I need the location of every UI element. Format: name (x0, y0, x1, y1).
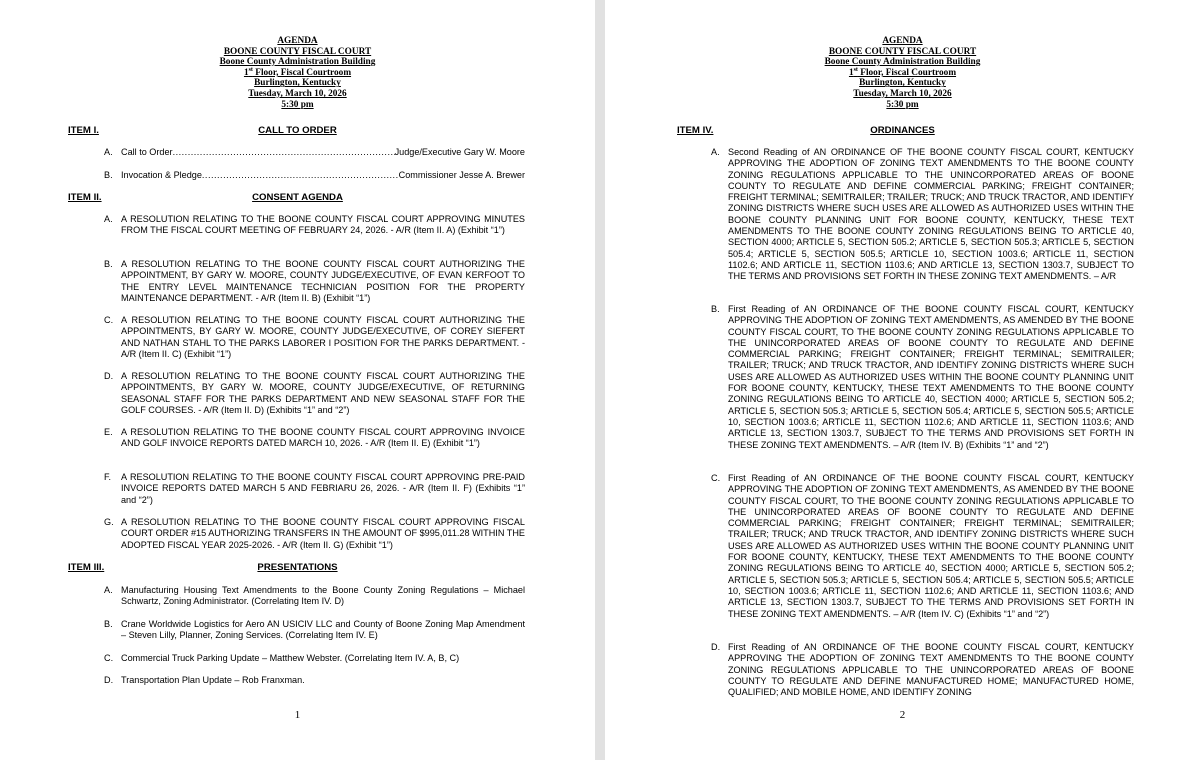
header-city: Burlington, Kentucky (254, 78, 341, 89)
agenda-header (0, 36, 595, 110)
agenda-item: D. A RESOLUTION RELATING TO THE BOONE COUNTY FISCAL COURT AUTHORIZING THE APPOINTMENTS, BY GARY W. MOORE, COUNTY JUDGE/EXECUTIVE, OF RETURNING SEASONAL STAFF FOR THE PARKS DEPARTMENT AND NEW SEASONAL STAFF FOR THE GOLF COURSES. - A/R (Item II. D) (Exhibits “1” and “2”) (104, 371, 525, 415)
header-agenda: AGENDA (277, 36, 318, 46)
agenda-item: A. Call to Order ..... Judge/Executive Gary W. Moore (104, 147, 525, 158)
page-gutter (595, 0, 605, 760)
agenda-item: A. Manufacturing Housing Text Amendments to the Boone County Zoning Regulations – Michael Schwartz, Zoning Administrator. (Correlating Item IV. D) (104, 585, 525, 607)
header-building: Boone County Administration Building (824, 57, 981, 68)
section-item-3 (0, 562, 595, 574)
agenda-item: G. A RESOLUTION RELATING TO THE BOONE COUNTY FISCAL COURT APPROVING FISCAL COURT ORDER #15 AUTHORIZING TRANSFERS IN THE AMOUNT OF $995,011.28 WITHIN THE ADOPTED FISCAL YEAR 2025-2026. - A/R (Item II. G) (Exhibit “1”) (104, 517, 525, 550)
agenda-item: E. A RESOLUTION RELATING TO THE BOONE COUNTY FISCAL COURT APPROVING INVOICE AND GOLF INVOICE REPORTS DATED MARCH 10, 2026. - A/R (Item II. E) (Exhibit “1”) (104, 427, 525, 449)
agenda-item: B. Crane Worldwide Logistics for Aero AN USICIV LLC and County of Boone Zoning Map Amendment – Steven Lilly, Planner, Zoning Services. (Correlating Item IV. E) (104, 619, 525, 641)
section-item-4 (605, 125, 1200, 137)
header-time: 5:30 pm (886, 99, 919, 110)
section-number: ITEM IV. (677, 125, 714, 136)
agenda-item: F. A RESOLUTION RELATING TO THE BOONE COUNTY FISCAL COURT APPROVING PRE-PAID INVOICE REPORTS DATED MARCH 5 AND FEBRIARU 26, 2026. - A/R (Item II. F) (Exhibits “1” and “2”) (104, 472, 525, 505)
agenda-item: A. A RESOLUTION RELATING TO THE BOONE COUNTY FISCAL COURT APPROVING MINUTES FROM THE FISCAL COURT MEETING OF FEBRUARY 24, 2026. - A/R (Item II. A) (Exhibit “1”) (104, 214, 525, 236)
header-agenda: AGENDA (882, 36, 923, 46)
header-floor: 1st Floor, Fiscal Courtroom (243, 66, 352, 78)
agenda-item: D. First Reading of AN ORDINANCE OF THE BOONE COUNTY FISCAL COURT, KENTUCKY APPROVING THE ADOPTION OF ZONING TEXT AMENDMENTS TO THE BOONE COUNTY ZONING REGULATIONS APPLICABLE TO THE UNINCORPORATED AREAS OF BOONE COUNTY TO REGULATE AND DEFINE MANUFACTURED HOME; MANUFACTURED HOME, QUALIFIED; AND MOBILE HOME, AND IDENTIFY ZONING (711, 642, 1134, 698)
section-item-2 (0, 192, 595, 204)
agenda-item: B. First Reading of AN ORDINANCE OF THE BOONE COUNTY FISCAL COURT, KENTUCKY APPROVING THE ADOPTION OF ZONING TEXT AMENDMENTS, AS AMENDED BY THE BOONE COUNTY FISCAL COURT, TO THE BOONE COUNTY ZONING REGULATIONS APPLICABLE TO THE UNINCORPORATED AREAS OF BOONE COUNTY TO REGULATE AND DEFINE COMMERCIAL PARKING; FREIGHT CONTAINER; FREIGHT TERMINAL; SEMITRAILER; TRAILER; TRUCK; AND TRUCK TRACTOR, AND IDENTIFY ZONING DISTRICTS WHERE SUCH USES ARE ALLOWED AS AUTHORIZED USES WITHIN THE BOONE COUNTY PLANNING UNIT FOR BOONE COUNTY, KENTUCKY, THESE TEXT AMENDMENTS TO THE BOONE COUNTY ZONING REGULATIONS BEING TO ARTICLE 40, SECTION 4000; ARTICLE 5, SECTION 505.2; ARTICLE 5, SECTION 505.3; ARTICLE 5, SECTION 505.4; ARTICLE 5, SECTION 505.5; ARTICLE 10, SECTION 1003.6; ARTICLE 11, SECTION 1102.6; AND ARTICLE 11, SECTION 1103.6; AND ARTICLE 13, SECTION 1303.7, SUBJECT TO THE TERMS AND PROVISIONS SET FORTH IN THESE ZONING TEXT AMENDMENTS. – A/R (Item IV. B) (Exhibits “1” and “2”) (711, 304, 1134, 450)
header-building: Boone County Administration Building (219, 57, 376, 68)
page-number: 2 (899, 709, 906, 721)
header-floor: 1st Floor, Fiscal Courtroom (848, 66, 957, 78)
agenda-item: A. Second Reading of AN ORDINANCE OF THE BOONE COUNTY FISCAL COURT, KENTUCKY APPROVING THE ADOPTION OF ZONING TEXT AMENDMENTS TO THE BOONE COUNTY ZONING REGULATIONS APPLICABLE TO THE UNINCORPORATED AREAS OF BOONE COUNTY TO REGULATE AND DEFINE COMMERCIAL PARKING; FREIGHT CONTAINER; FREIGHT TERMINAL; SEMITRAILER; TRAILER; TRUCK; AND TRUCK TRACTOR, AND IDENTIFY ZONING DISTRICTS WHERE SUCH USES ARE ALLOWED AS AUTHORIZED USES WITHIN THE BOONE COUNTY PLANNING UNIT FOR BOONE COUNTY, KENTUCKY, THESE TEXT AMENDMENTS TO THE BOONE COUNTY ZONING REGULATIONS BEING TO ARTICLE 40, SECTION 4000; ARTICLE 5, SECTION 505.2; ARTICLE 5, SECTION 505.3; ARTICLE 5, SECTION 505.4; ARTICLE 5, SECTION 505.5; ARTICLE 10, SECTION 1003.6; ARTICLE 11, SECTION 1102.6; AND ARTICLE 11, SECTION 1103.6; AND ARTICLE 13, SECTION 1303.7, SUBJECT TO THE TERMS AND PROVISIONS SET FORTH IN THESE ZONING TEXT AMENDMENTS. – A/R (711, 147, 1134, 282)
header-city: Burlington, Kentucky (859, 78, 946, 89)
agenda-item: D. Transportation Plan Update – Rob Franxman. (104, 675, 305, 685)
section-item-1 (0, 125, 595, 137)
agenda-item: B. Invocation & Pledge ..... Commissioner Jesse A. Brewer (104, 170, 525, 181)
agenda-header (605, 36, 1200, 110)
section-number: ITEM III. (68, 562, 105, 573)
header-date: Tuesday, March 10, 2026 (853, 88, 952, 99)
agenda-item: C. Commercial Truck Parking Update – Matthew Webster. (Correlating Item IV. A, B, C) (104, 653, 460, 663)
document-page-2 (605, 0, 1200, 760)
agenda-item: B. A RESOLUTION RELATING TO THE BOONE COUNTY FISCAL COURT AUTHORIZING THE APPOINTMENT, BY GARY W. MOORE, COUNTY JUDGE/EXECUTIVE, OF EVAN KERFOOT TO THE ENTRY LEVEL MAINTENANCE TECHNICIAN POSITION FOR THE PROPERTY MAINTENANCE DEPARTMENT. - A/R (Item II. B) (Exhibit “1”) (104, 259, 525, 303)
document-page-1 (0, 0, 595, 760)
section-title: PRESENTATIONS (257, 562, 338, 573)
header-court: BOONE COUNTY FISCAL COURT (828, 46, 977, 57)
header-court: BOONE COUNTY FISCAL COURT (223, 46, 372, 57)
section-title: ORDINANCES (870, 125, 935, 136)
page-number: 1 (294, 709, 301, 721)
section-title: CALL TO ORDER (258, 125, 337, 136)
agenda-item: C. A RESOLUTION RELATING TO THE BOONE COUNTY FISCAL COURT AUTHORIZING THE APPOINTMENTS, BY GARY W. MOORE, COUNTY JUDGE/EXECUTIVE, OF COREY SIEFERT AND NATHAN STAHL TO THE PARKS LABORER I POSITION FOR THE PARKS DEPARTMENT. - A/R (Item II. C) (Exhibit “1”) (104, 315, 525, 359)
header-date: Tuesday, March 10, 2026 (248, 88, 347, 99)
section-number: ITEM I. (68, 125, 99, 136)
section-title: CONSENT AGENDA (252, 192, 343, 203)
section-number: ITEM II. (68, 192, 102, 203)
agenda-item: C. First Reading of AN ORDINANCE OF THE BOONE COUNTY FISCAL COURT, KENTUCKY APPROVING THE ADOPTION OF ZONING TEXT AMENDMENTS, AS AMENDED BY THE BOONE COUNTY FISCAL COURT, TO THE BOONE COUNTY ZONING REGULATIONS APPLICABLE TO THE UNINCORPORATED AREAS OF BOONE COUNTY TO REGULATE AND DEFINE COMMERCIAL PARKING; FREIGHT CONTAINER; FREIGHT TERMINAL; SEMITRAILER; TRAILER; TRUCK; AND TRUCK TRACTOR, AND IDENTIFY ZONING DISTRICTS WHERE SUCH USES ARE ALLOWED AS AUTHORIZED USES WITHIN THE BOONE COUNTY PLANNING UNIT FOR BOONE COUNTY, KENTUCKY, THESE TEXT AMENDMENTS TO THE BOONE COUNTY ZONING REGULATIONS BEING TO ARTICLE 40, SECTION 4000; ARTICLE 5, SECTION 505.2; ARTICLE 5, SECTION 505.3; ARTICLE 5, SECTION 505.4; ARTICLE 5, SECTION 505.5; ARTICLE 10, SECTION 1003.6; ARTICLE 11, SECTION 1102.6; AND ARTICLE 11, SECTION 1103.6; AND ARTICLE 13, SECTION 1303.7, SUBJECT TO THE TERMS AND PROVISIONS SET FORTH IN THESE ZONING TEXT AMENDMENTS. – A/R (Item IV. C) (Exhibits “1” and “2”) (711, 473, 1134, 619)
header-time: 5:30 pm (281, 99, 314, 110)
